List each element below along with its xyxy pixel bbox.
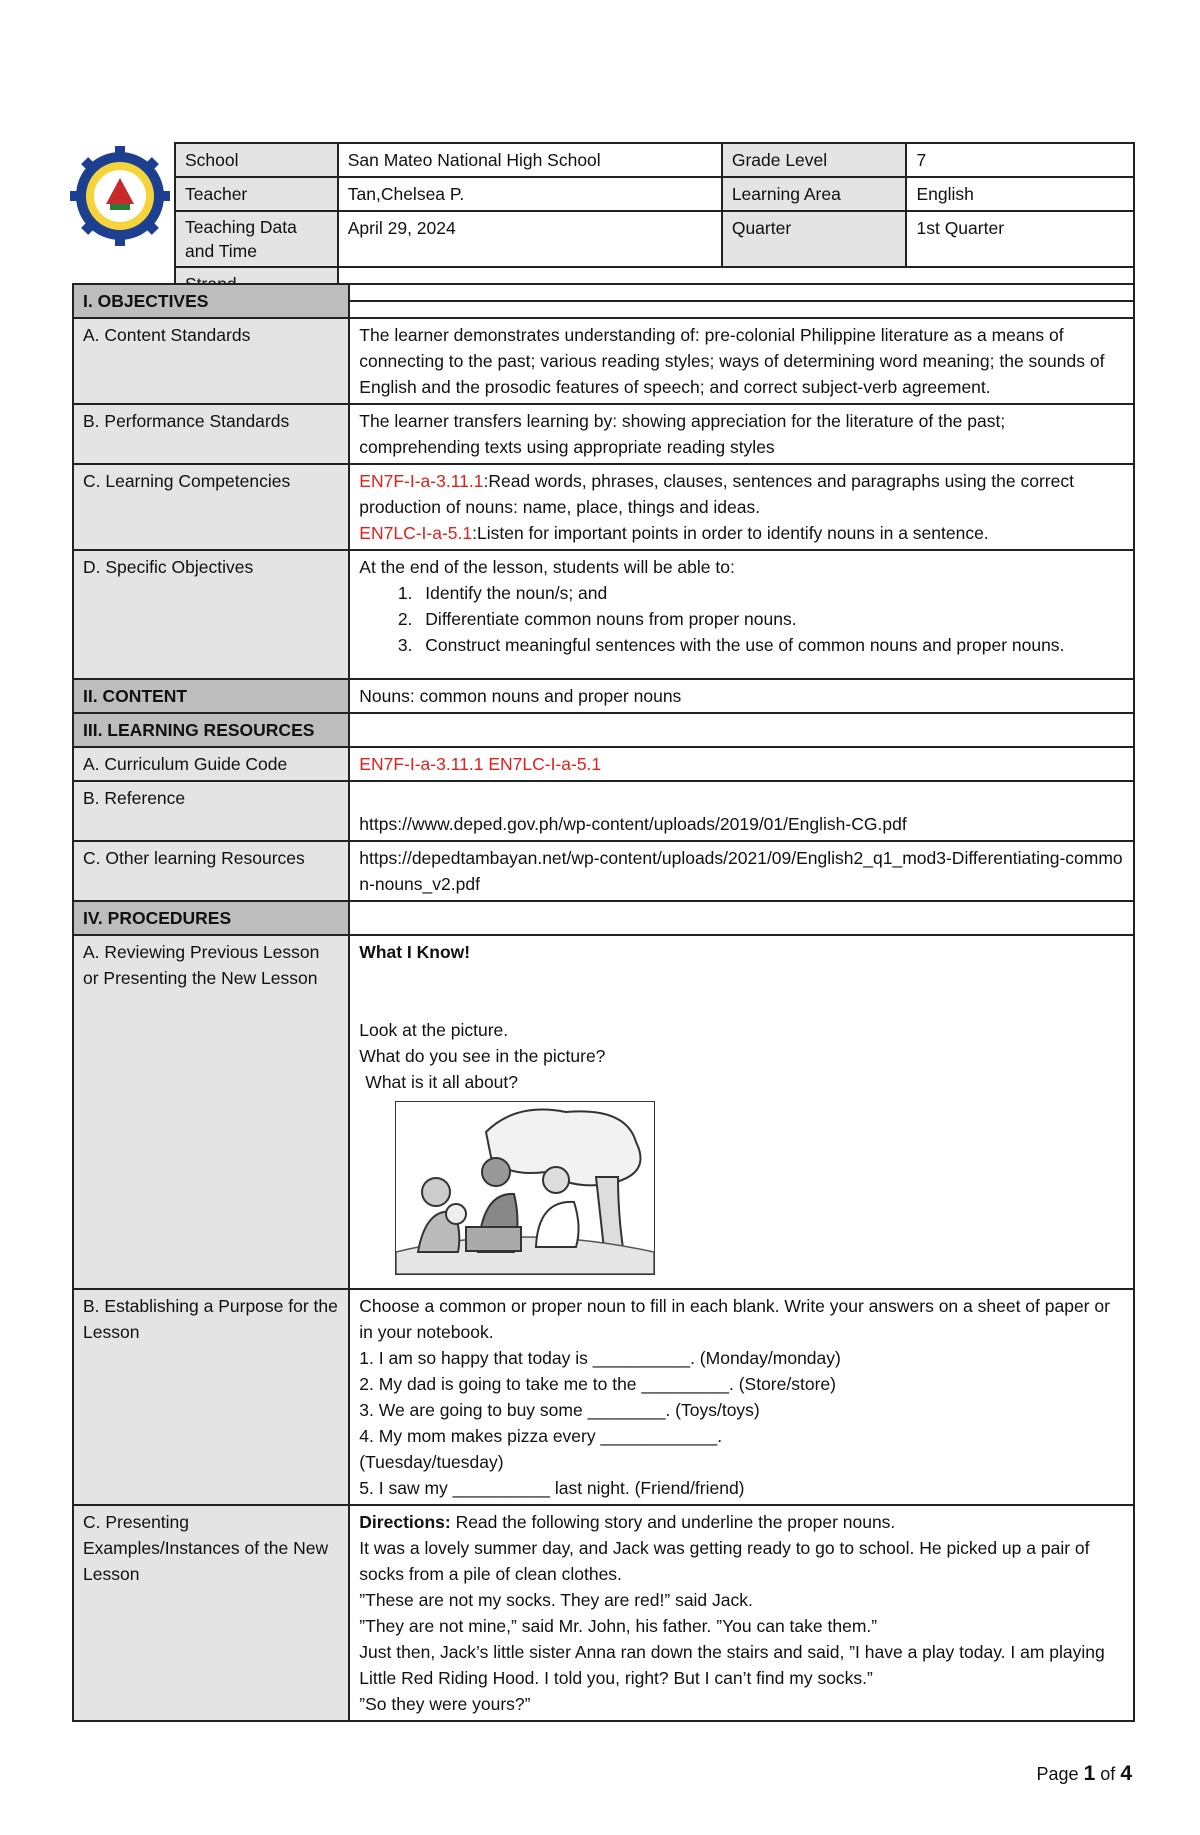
page-footer	[1037, 1762, 1132, 1786]
establishing-purpose-content	[349, 1289, 1134, 1505]
school-value: San Mateo National High School	[338, 143, 722, 177]
presenting-examples-label: C. Presenting Examples/Instances of the New Lesson	[73, 1505, 349, 1721]
picture-instruction-2: What do you see in the picture?	[359, 1046, 606, 1066]
header-info-table	[174, 142, 1135, 302]
content-heading: II. CONTENT	[73, 679, 349, 713]
fill-blank-item: 1. I am so happy that today is __________. (Monday/monday)	[359, 1348, 841, 1368]
grade-level-label: Grade Level	[722, 143, 907, 177]
directions-label: Directions:	[359, 1512, 451, 1532]
competency-code-1: EN7F-I-a-3.11.1	[359, 471, 484, 491]
other-resources-link[interactable]: https://depedtambayan.net/wp-content/uploads/2021/09/English2_q1_mod3-Differentiating-common-nouns_v2.pdf	[349, 841, 1134, 901]
establishing-purpose-label: B. Establishing a Purpose for the Lesson	[73, 1289, 349, 1505]
teaching-date-value: April 29, 2024	[338, 211, 722, 267]
learning-area-label: Learning Area	[722, 177, 907, 211]
fill-blank-item: 5. I saw my __________ last night. (Friend/friend)	[359, 1478, 745, 1498]
grade-level-value: 7	[906, 143, 1134, 177]
specific-objectives-intro: At the end of the lesson, students will be able to:	[359, 557, 735, 577]
learning-area-value: English	[906, 177, 1134, 211]
picture-instruction-3: What is it all about?	[365, 1072, 519, 1092]
curriculum-guide-label: A. Curriculum Guide Code	[73, 747, 349, 781]
content-text: Nouns: common nouns and proper nouns	[349, 679, 1134, 713]
teacher-value: Tan,Chelsea P.	[338, 177, 722, 211]
teacher-label: Teacher	[175, 177, 338, 211]
other-resources-label: C. Other learning Resources	[73, 841, 349, 901]
fill-blank-item: 2. My dad is going to take me to the _________. (Store/store)	[359, 1374, 836, 1394]
content-standards-label: A. Content Standards	[73, 318, 349, 404]
reviewing-lesson-label: A. Reviewing Previous Lesson or Presenting the New Lesson	[73, 935, 349, 1289]
specific-objective-item: 3. Construct meaningful sentences with the use of common nouns and proper nouns.	[417, 632, 1124, 658]
specific-objective-item: 2. Differentiate common nouns from proper nouns.	[417, 606, 1124, 632]
page-number: 1	[1083, 1762, 1096, 1785]
directions-text: Read the following story and underline the proper nouns.	[450, 1512, 896, 1532]
page-total: 4	[1120, 1762, 1132, 1785]
what-i-know-heading: What I Know!	[359, 942, 471, 962]
family-picnic-illustration	[395, 1101, 655, 1275]
fill-blank-item: 4. My mom makes pizza every ____________.	[359, 1426, 723, 1446]
reference-label: B. Reference	[73, 781, 349, 841]
picture-instruction-1: Look at the picture.	[359, 1020, 509, 1040]
story-paragraph: Just then, Jack’s little sister Anna ran down the stairs and said, ”I have a play today. I am playing Little Red Riding Hood. I told you, right? But I can’t find my socks.”	[359, 1642, 1105, 1688]
purpose-instructions: Choose a common or proper noun to fill in each blank. Write your answers on a sheet of paper or in your notebook.	[359, 1296, 1110, 1342]
presenting-examples-content	[349, 1505, 1134, 1721]
competency-code-2: EN7LC-I-a-5.1	[359, 523, 473, 543]
reviewing-lesson-content	[349, 935, 1134, 1289]
school-label: School	[175, 143, 338, 177]
story-paragraph: ”So they were yours?”	[359, 1694, 531, 1714]
fill-blank-item: 3. We are going to buy some ________. (Toys/toys)	[359, 1400, 760, 1420]
specific-objective-item: 1. Identify the noun/s; and	[417, 580, 1124, 606]
curriculum-guide-code: EN7F-I-a-3.11.1 EN7LC-I-a-5.1	[349, 747, 1134, 781]
learning-competencies-text	[349, 464, 1134, 550]
performance-standards-label: B. Performance Standards	[73, 404, 349, 464]
reference-link[interactable]: https://www.deped.gov.ph/wp-content/uploads/2019/01/English-CG.pdf	[349, 781, 1134, 841]
of-word: of	[1100, 1764, 1116, 1784]
school-seal-logo	[70, 146, 170, 246]
performance-standards-text: The learner transfers learning by: showing appreciation for the literature of the past; comprehending texts using appropriate reading styles	[349, 404, 1134, 464]
quarter-value: 1st Quarter	[906, 211, 1134, 267]
lesson-plan-table	[72, 283, 1135, 1722]
content-standards-text: The learner demonstrates understanding of: pre-colonial Philippine literature as a means of connecting to the past; various reading styles; ways of determining word meaning; the sounds of English and the prosodic features of speech; and correct subject-verb agreement.	[349, 318, 1134, 404]
story-paragraph: ”These are not my socks. They are red!” said Jack.	[359, 1590, 753, 1610]
specific-objectives-label: D. Specific Objectives	[73, 550, 349, 679]
learning-resources-heading: III. LEARNING RESOURCES	[73, 713, 349, 747]
procedures-heading: IV. PROCEDURES	[73, 901, 349, 935]
teaching-date-label: Teaching Data and Time	[175, 211, 338, 267]
specific-objectives-text	[349, 550, 1134, 679]
fill-blank-item: (Tuesday/tuesday)	[359, 1452, 504, 1472]
competency-text-2: :Listen for important points in order to identify nouns in a sentence.	[472, 523, 989, 543]
objectives-heading: I. OBJECTIVES	[73, 284, 349, 318]
quarter-label: Quarter	[722, 211, 907, 267]
story-paragraph: It was a lovely summer day, and Jack was getting ready to go to school. He picked up a pair of socks from a pile of clean clothes.	[359, 1538, 1090, 1584]
page-word: Page	[1036, 1764, 1079, 1784]
learning-competencies-label: C. Learning Competencies	[73, 464, 349, 550]
story-paragraph: ”They are not mine,” said Mr. John, his father. ”You can take them.”	[359, 1616, 878, 1636]
specific-objectives-list	[359, 580, 1124, 658]
competency-text-1: :Read words, phrases, clauses, sentences and paragraphs using the correct production of nouns: name, place, things and ideas.	[359, 471, 1074, 517]
